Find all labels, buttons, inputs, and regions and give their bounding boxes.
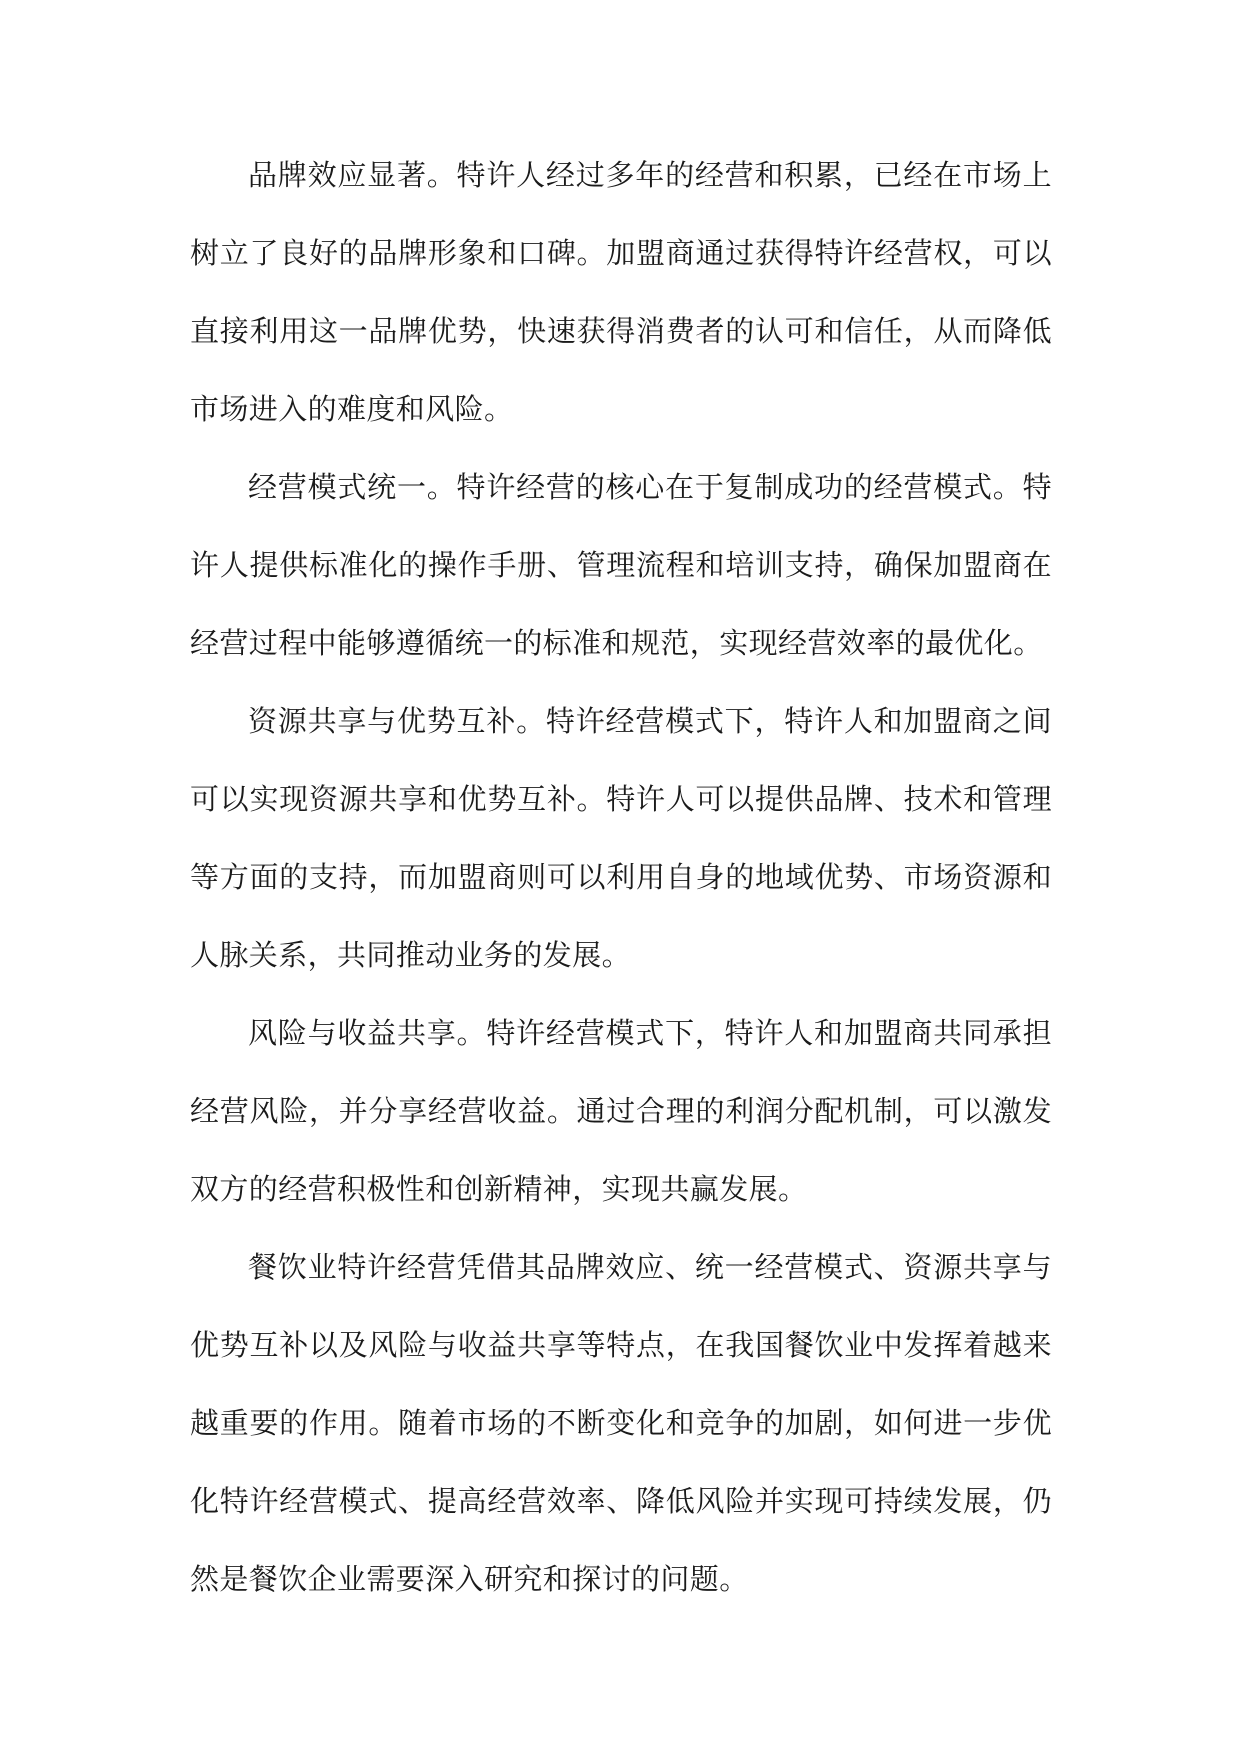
- paragraph-conclusion: 餐饮业特许经营凭借其品牌效应、统一经营模式、资源共享与优势互补以及风险与收益共享等特点，在我国餐饮业中发挥着越来越重要的作用。随着市场的不断变化和竞争的加剧，如何进一步优化特许经营模式、提高经营效率、降低风险并实现可持续发展，仍然是餐饮企业需要深入研究和探讨的问题。: [190, 1250, 1052, 1596]
- paragraph-brand-effect: 品牌效应显著。特许人经过多年的经营和积累，已经在市场上树立了良好的品牌形象和口碑。加盟商通过获得特许经营权，可以直接利用这一品牌优势，快速获得消费者的认可和信任，从而降低市场进入的难度和风险。: [190, 158, 1052, 426]
- paragraph-risk-sharing: 风险与收益共享。特许经营模式下，特许人和加盟商共同承担经营风险，并分享经营收益。通过合理的利润分配机制，可以激发双方的经营积极性和创新精神，实现共赢发展。: [190, 1016, 1052, 1206]
- document-body: [190, 136, 1052, 1618]
- paragraph-unified-model: 经营模式统一。特许经营的核心在于复制成功的经营模式。特许人提供标准化的操作手册、管理流程和培训支持，确保加盟商在经营过程中能够遵循统一的标准和规范，实现经营效率的最优化。: [190, 470, 1052, 660]
- paragraph-resource-sharing: 资源共享与优势互补。特许经营模式下，特许人和加盟商之间可以实现资源共享和优势互补。特许人可以提供品牌、技术和管理等方面的支持，而加盟商则可以利用自身的地域优势、市场资源和人脉关系，共同推动业务的发展。: [190, 704, 1052, 972]
